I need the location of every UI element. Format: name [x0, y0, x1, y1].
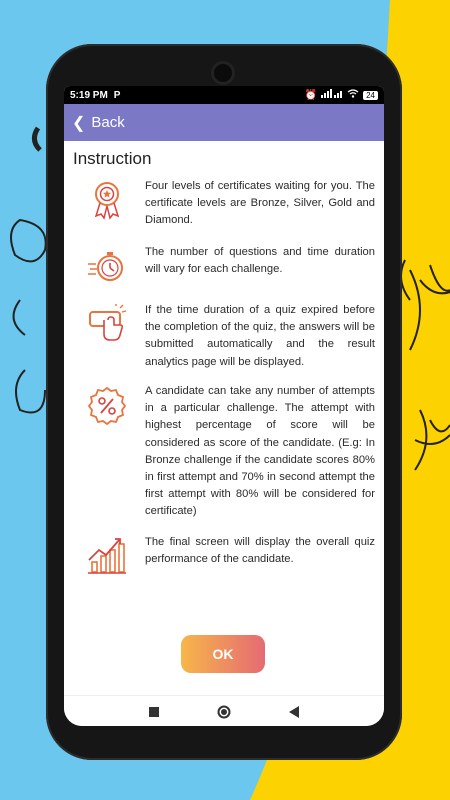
- page-title: Instruction: [73, 149, 152, 168]
- medal-icon: [86, 179, 128, 221]
- battery-icon: 24: [363, 91, 378, 100]
- instruction-text: The number of questions and time duration will vary for each challenge.: [145, 246, 375, 276]
- ok-button[interactable]: OK: [181, 635, 265, 673]
- circle-icon: [217, 705, 231, 719]
- square-icon: [149, 707, 159, 717]
- status-time: 5:19 PM: [70, 89, 108, 101]
- home-button[interactable]: [217, 705, 231, 719]
- triangle-back-icon: [289, 706, 299, 718]
- back-nav-button[interactable]: [287, 705, 301, 719]
- back-button[interactable]: Back: [91, 114, 125, 131]
- status-bar: [64, 86, 384, 104]
- instruction-text: A candidate can take any number of attempts in a particular challenge. The attempt with highest percentage of score will be considered as score of the candidate. (E.g: In Bronze challenge if the candidate scores 80% in first attempt and 70% in second attempt the first attempt with 80% will be considered for certificate): [145, 385, 375, 518]
- recents-button[interactable]: [147, 705, 161, 719]
- percent-badge-icon: [86, 385, 128, 427]
- signal-icon: [321, 89, 343, 101]
- app-header: [64, 104, 384, 141]
- growth-chart-icon: [86, 534, 128, 576]
- stopwatch-icon: [86, 246, 128, 288]
- instruction-text: If the time duration of a quiz expired before the completion of the quiz, the answers will be submitted automatically and the result analytics page will be displayed.: [145, 304, 375, 368]
- tap-button-icon: [86, 304, 128, 346]
- instruction-text: Four levels of certificates waiting for you. The certificate levels are Bronze, Silver, Gold and Diamond.: [145, 180, 375, 227]
- carrier-icon: P: [113, 89, 121, 101]
- wifi-icon: [347, 89, 359, 101]
- alarm-icon: ⏰: [304, 89, 318, 101]
- front-camera: [214, 64, 232, 82]
- app-screen: [64, 86, 384, 726]
- back-arrow-icon[interactable]: ❮: [72, 114, 86, 132]
- android-nav-bar: [64, 695, 384, 726]
- instruction-text: The final screen will display the overall quiz performance of the candidate.: [145, 536, 375, 566]
